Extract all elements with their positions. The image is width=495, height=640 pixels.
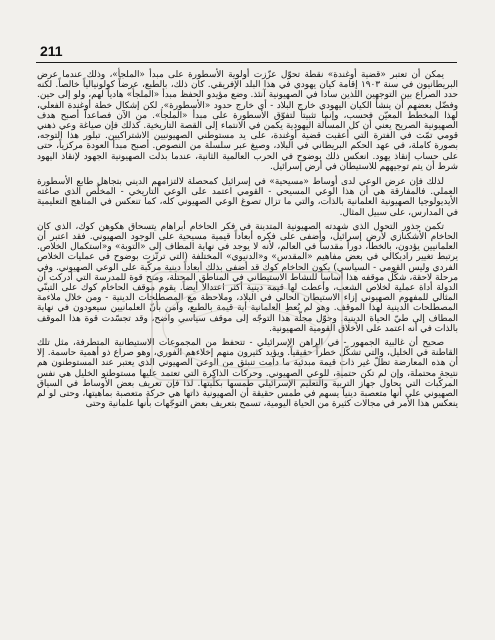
page-number: 211: [40, 43, 63, 59]
header-divider: [36, 62, 457, 63]
body-text: [37, 70, 458, 414]
paragraph: تكمن جذور التحول الذي شهدته الصهيونية المتدينة في فكر الحاخام أبراهام يتسحاق هكوهن كوك، الذي كان الحاخام الأشكنازي لأرض إسرائيل، وأضفى على فكره أبعاداً قيمية مسيحية على الوجود الصهيوني. فقد اعتبر أن العلمانيين يؤدون، بالخطأ، دوراً مقدساً في العالم، لأنه لا يوجد في نهاية المطاف إلى «التوبة» و«استكمال الخلاص. يرتبط تغيير راديكالي في بعض مفاهيم «المقدس» و«الدنيوي» المختلفة (التي ترتّزت بوضوح في عمليات الخلاص الفردي وليس القومي - السياسي) يكون الحاخام كوك قد أضفى بذلك أبعاداً دينية مركّبة على الوعي الصهيوني. وفي مرحلة لاحقة، شكّل موقفه هذا أساساً للنشاط الاستيطاني في المناطق المحتلة، ومنح قوة للمدرسة التي أدركت أن الدولة أداة عملية لخلاص الشعب، وأعطت لها قيمة دينية أكثر اعتدالاً أيضاً. يقوم موقف الحاخام كوك على التبنّي المثالي للمفهوم الصهيوني إزاء الاستيطان الحالي في البلاد، وملاحظة مع المصطلحات الدينية - ومن خلال ملاءمة المصطلحات الدينية لهذا الموقف. وهو لم يُعطِ العلمانية أية قيمة بالطبع، وآمن بأنّ العلمانيين سيعودون في نهاية المطاف إلى طيّ الحياة الدينية. وحوّل مجلّة هذا التوجّه إلى موقف سياسي واضح، وقد تجسّدت قوة هذا الموقف بالذات في أنه اعتمد على الأخلاق القومية الصهيونية.: [37, 221, 458, 334]
paragraph: صحيح أن غالبية الجمهور - في الراهن الإسرائيلي - تتحفظ من المجموعات الاستيطانية المتطرفة، مثل تلك القاطنة في الخليل، والتي تشكّل خطراً حقيقياً. ويؤيد كثيرون منهم إخلاءهم الفوري، وهو صراع ذو أهمية حاسمة. إلا أن هذه المعارضة تظلّ غير ذات قيمة مبدئية ما دامت تنبثق من الوعي الصهيوني الذي يعتبر عند المستوطنون هم نتيجة محتملة، وإن لم تكن حتمية، للوعي الصهيوني. وحركات الذاكرة التي تعتمد عليها مستوطنو الخليل هي نفس المركّبات التي يحاول جهاز التربية والتعليم الإسرائيلي طمسها بكلّيتها. لذا فإن تعريف بعض الأوساط في السياق الصهيوني على أنها متعصبة دينياً يسهم في طمس حقيقة أن الصهيونية ذاتها هي حركة متعصبة بماهيتها، وحتى لو لم ينعكس هذا الأمر في مجالات كثيرة من الحياة اليومية، تسمح بتعريف بعض التوجّهات بأنها علمانية وحتى: [37, 338, 458, 410]
paragraph: يمكن أن تعتبر «قضية أوغندة» نقطة تحوّل عزّزت أولوية الأسطورة على مبدأ «الملجأ»، وذلك عندما عرض البريطانيون في سنة ١٩٠٣ إقامة كيان يهودي في هذا البلد الإفريقي. كان ذلك، بالطبع، عرضاً كولونيالياً خالصاً. لكنه حدد الصراع بين التوجهين اللذين سادا في الصهيونية آنئذ. وضع مؤيدو الحفظ مبدأ «الملجأ» هادياً لهم، ولو إلى حين. وفضّل بعضهم أن ينشأ الكيان اليهودي خارج البلاد - أي خارج حدود «الأسطورة». لكن إشكال خطة أوغندة الفعلي، لهذا المخطط المعيّن فحسب، وإنما تثبيتاً لتفوّق الأسطورة على مبدأ «الملجأ». من الآن فصاعداً أصبح هدف الصهيونية الصريح يعني أن كل المسألة اليهودية يكمن في الانتماء إلى القصة التاريخية. كذلك فإن صياغة وعي ذهني قومي تمّت في الفترة التي أعقبت قضية أوغندة، على يد مستوطني الصهيونيين الاشتراكيين. تبلور هذا التوجه، بصورة كاملة، في عهد الحكم البريطاني في البلاد، وصيغ عبر سلسلة من النصوص. أصبح مبدأ العودة مركزياً، حتى على حساب إنقاذ يهود. انعكس ذلك بوضوح في الحرب العالمية الثانية، عندما بذلت الصهيونية الجهود لإنقاذ اليهود شرط أن يتم توجيههم للاستيطان في أرض إسرائيل.: [37, 70, 458, 172]
paragraph: لذلك فإن عرض الوعي لدى أوساط «مسيحية» في إسرائيل كمحصلة لالتزامهم الديني بتجاهل طابع الأسطورة العملي. فالمفارقة هي أن هذا الوعي المسيحي - القومي اعتمد على الوعي التاريخي - المخلّص الذي صاغته الأيديولوجيا الصهيونية العلمانية بالذات، والتي ما تزال تصوغ الوعي الصهيوني كله، كما تنعكس في المناهج التعليمية في المدارس، على سبيل المثال.: [37, 177, 458, 218]
